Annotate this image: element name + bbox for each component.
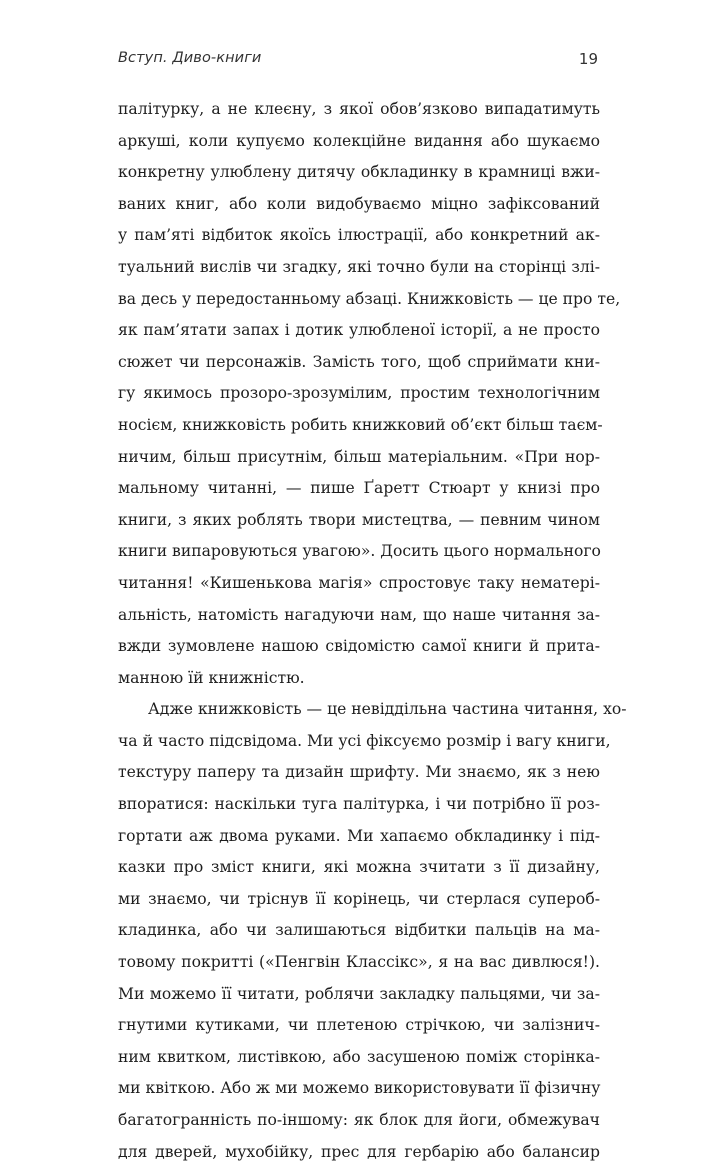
page-number: 19 bbox=[578, 50, 598, 68]
text-line: читання! «Кишенькова магія» спростовує таку нематері- bbox=[118, 573, 600, 592]
text-line: казки про зміст книги, які можна зчитати з її дизайну, bbox=[118, 858, 600, 877]
text-line: у пам’яті відбиток якоїсь ілюстрації, або конкретний ак- bbox=[118, 226, 600, 245]
text-line: ва десь у передостанньому абзаці. Книжковість — це про те, bbox=[118, 289, 621, 308]
text-line: гнутими кутиками, чи плетеною стрічкою, чи залізнич- bbox=[118, 1016, 600, 1035]
text-line: ничим, більш присутнім, більш матеріальним. «При нор- bbox=[118, 447, 600, 466]
text-line: аркуші, коли купуємо колекційне видання або шукаємо bbox=[118, 131, 600, 150]
text-line: ми квіткою. Або ж ми можемо використовувати її фізичну bbox=[118, 1079, 601, 1098]
text-line: кладинка, або чи залишаються відбитки пальців на ма- bbox=[118, 921, 600, 940]
text-line: альність, натомість нагадуючи нам, що наше читання за- bbox=[118, 605, 600, 624]
text-line: гу якимось прозоро-зрозумілим, простим технологічним bbox=[118, 384, 600, 403]
text-line: туальний вислів чи згадку, які точно були на сторінці злі- bbox=[118, 257, 600, 276]
running-head: Вступ. Диво-книги bbox=[118, 50, 262, 66]
text-line: конкретну улюблену дитячу обкладинку в крамниці вжи- bbox=[118, 163, 600, 182]
text-line: текстуру паперу та дизайн шрифту. Ми знаємо, як з нею bbox=[118, 763, 600, 782]
text-line: мальному читанні, — пише Ґаретт Стюарт у книзі про bbox=[118, 479, 600, 498]
text-line: як пам’ятати запах і дотик улюбленої історії, а не просто bbox=[118, 321, 600, 340]
body-text bbox=[118, 94, 627, 1168]
text-line: манною їй книжністю. bbox=[118, 668, 305, 687]
text-line: палітурку, а не клеєну, з якої обов’язково випадатимуть bbox=[118, 100, 600, 118]
paragraph-2 bbox=[118, 694, 627, 1168]
text-line: товому покритті («Пенгвін Классікс», я на вас дивлюся!). bbox=[118, 953, 600, 972]
text-line: ми знаємо, чи тріснув її корінець, чи стерлася супероб- bbox=[118, 889, 600, 908]
text-line: гортати аж двома руками. Ми хапаємо обкладинку і під- bbox=[118, 826, 600, 845]
text-line: сюжет чи персонажів. Замість того, щоб сприймати кни- bbox=[118, 352, 600, 371]
text-line: книги випаровуються увагою». Досить цього нормального bbox=[118, 542, 601, 561]
text-line: вжди зумовлене нашою свідомістю самої книги й прита- bbox=[118, 637, 600, 656]
text-line: Адже книжковість — це невіддільна частина читання, хо- bbox=[148, 700, 627, 719]
text-line: багатогранність по-іншому: як блок для йоги, обмежувач bbox=[118, 1111, 600, 1129]
text-line: для дверей, мухобійку, прес для гербарію або балансир bbox=[118, 1142, 600, 1161]
text-line: носієм, книжковість робить книжковий об’єкт більш таєм- bbox=[118, 415, 603, 434]
text-line: Ми можемо її читати, роблячи закладку пальцями, чи за- bbox=[118, 984, 600, 1003]
text-line: ваних книг, або коли видобуваємо міцно зафіксований bbox=[118, 194, 600, 213]
text-line: книги, з яких роблять твори мистецтва, — певним чином bbox=[118, 510, 600, 529]
text-line: ним квитком, листівкою, або засушеною поміж сторінка- bbox=[118, 1047, 600, 1066]
text-line: ча й часто підсвідома. Ми усі фіксуємо розмір і вагу книги, bbox=[118, 731, 611, 750]
paragraph-1 bbox=[118, 94, 621, 694]
text-line: впоратися: наскільки туга палітурка, і чи потрібно її роз- bbox=[118, 795, 600, 814]
